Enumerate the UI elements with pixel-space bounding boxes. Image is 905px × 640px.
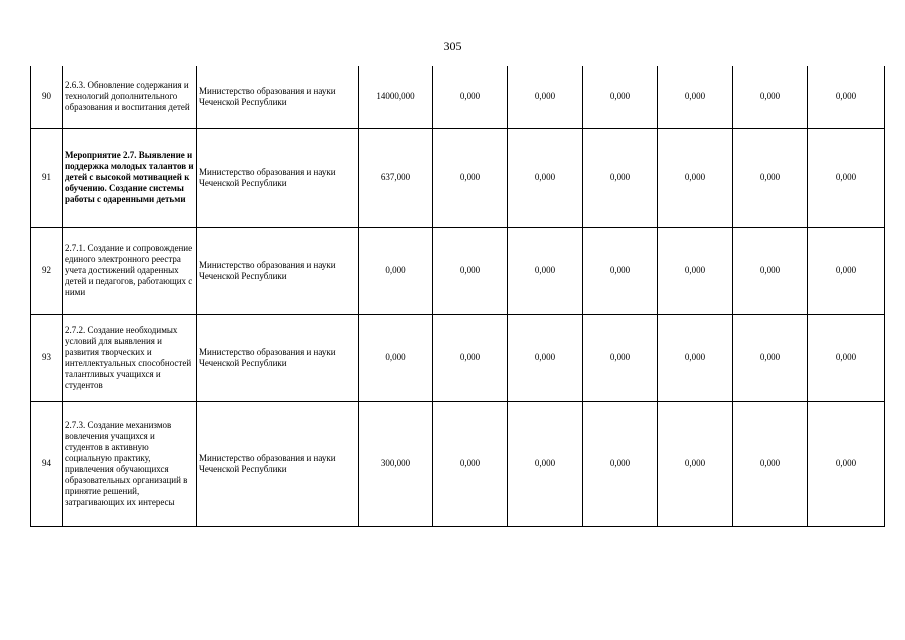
value-cell: 0,000 [433, 401, 508, 526]
activity-name: 2.7.3. Создание механизмов вовлечения учащихся и студентов в активную социальную практику, привлечения обучающихся образовательных организаций в принятие решений, затрагивающих их интересы [63, 401, 197, 526]
activity-name: 2.6.3. Обновление содержания и технологий дополнительного образования и воспитания детей [63, 66, 197, 128]
value-cell: 0,000 [658, 128, 733, 227]
row-number: 93 [31, 314, 63, 401]
executor: Министерство образования и науки Чеченской Республики [197, 128, 359, 227]
row-number: 92 [31, 227, 63, 314]
page-number: 305 [443, 39, 462, 53]
value-cell: 0,000 [733, 401, 808, 526]
value-cell: 0,000 [808, 401, 885, 526]
value-cell: 0,000 [359, 227, 433, 314]
table-row [31, 227, 885, 314]
value-cell: 0,000 [583, 66, 658, 128]
value-cell: 14000,000 [359, 66, 433, 128]
value-cell: 0,000 [508, 401, 583, 526]
value-cell: 0,000 [583, 128, 658, 227]
value-cell: 0,000 [583, 227, 658, 314]
executor: Министерство образования и науки Чеченской Республики [197, 66, 359, 128]
executor: Министерство образования и науки Чеченской Республики [197, 401, 359, 526]
value-cell: 0,000 [658, 314, 733, 401]
value-cell: 0,000 [583, 314, 658, 401]
value-cell: 0,000 [808, 66, 885, 128]
value-cell: 0,000 [433, 128, 508, 227]
value-cell: 0,000 [583, 401, 658, 526]
value-cell: 637,000 [359, 128, 433, 227]
value-cell: 0,000 [359, 314, 433, 401]
value-cell: 0,000 [508, 227, 583, 314]
value-cell: 300,000 [359, 401, 433, 526]
value-cell: 0,000 [433, 66, 508, 128]
value-cell: 0,000 [508, 128, 583, 227]
value-cell: 0,000 [433, 227, 508, 314]
value-cell: 0,000 [733, 128, 808, 227]
value-cell: 0,000 [733, 314, 808, 401]
table-row [31, 128, 885, 227]
activity-name: Мероприятие 2.7. Выявление и поддержка молодых талантов и детей с высокой мотивацией к обучению. Создание системы работы с одаренными детьми [63, 128, 197, 227]
executor: Министерство образования и науки Чеченской Республики [197, 227, 359, 314]
value-cell: 0,000 [658, 227, 733, 314]
activity-name: 2.7.1. Создание и сопровождение единого электронного реестра учета достижений одаренных детей и педагогов, работающих с ними [63, 227, 197, 314]
row-number: 90 [31, 66, 63, 128]
value-cell: 0,000 [808, 128, 885, 227]
value-cell: 0,000 [808, 314, 885, 401]
table-row [31, 314, 885, 401]
table-row [31, 401, 885, 526]
value-cell: 0,000 [733, 227, 808, 314]
value-cell: 0,000 [508, 314, 583, 401]
row-number: 94 [31, 401, 63, 526]
executor: Министерство образования и науки Чеченской Республики [197, 314, 359, 401]
budget-table [30, 66, 885, 527]
value-cell: 0,000 [733, 66, 808, 128]
value-cell: 0,000 [433, 314, 508, 401]
value-cell: 0,000 [658, 401, 733, 526]
value-cell: 0,000 [658, 66, 733, 128]
value-cell: 0,000 [508, 66, 583, 128]
activity-name: 2.7.2. Создание необходимых условий для выявления и развития творческих и интеллектуальных способностей талантливых учащихся и студентов [63, 314, 197, 401]
value-cell: 0,000 [808, 227, 885, 314]
row-number: 91 [31, 128, 63, 227]
table-row [31, 66, 885, 128]
